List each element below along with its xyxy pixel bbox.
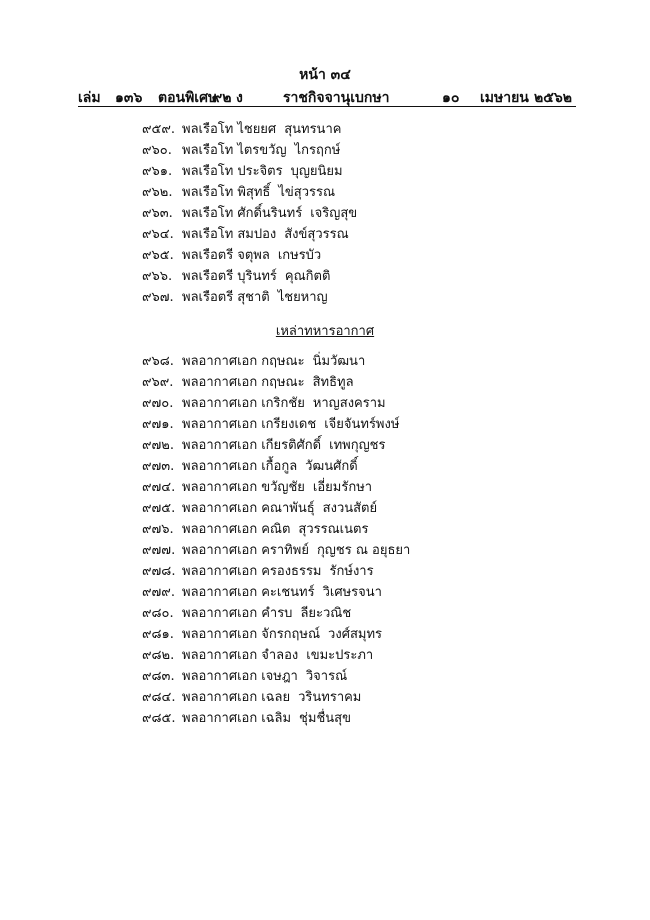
item-number: ๙๗๗.: [142, 543, 176, 558]
item-first-name: จักรกฤษณ์: [261, 627, 321, 642]
item-rank: พลเรือตรี: [182, 269, 234, 284]
item-rank: พลเรือโท: [182, 206, 234, 221]
volume-label: เล่ม: [78, 90, 101, 106]
item-last-name: นิ่มวัฒนา: [312, 354, 366, 369]
item-last-name: เอี่ยมรักษา: [312, 480, 373, 495]
list-item: [142, 561, 410, 582]
item-last-name: ลียะวณิช: [300, 606, 352, 621]
item-first-name: คราทิพย์: [261, 543, 309, 558]
list-item: [142, 161, 357, 182]
part-letter: ง: [236, 90, 243, 106]
item-number: ๙๖๗.: [142, 290, 174, 305]
item-first-name: เกียรติศักดิ์: [261, 438, 322, 453]
item-first-name: คะเชนทร์: [261, 585, 315, 600]
item-first-name: บุรินทร์: [237, 269, 277, 284]
item-last-name: สุวรรณเนตร: [298, 522, 369, 537]
list-item: [142, 119, 357, 140]
list-item: [142, 498, 410, 519]
item-rank: พลอากาศเอก: [182, 417, 258, 432]
list-item: [142, 203, 357, 224]
list-item: [142, 414, 410, 435]
item-last-name: เจียจันทร์พงษ์: [324, 417, 400, 432]
item-last-name: เขมะประภา: [306, 648, 374, 663]
list-item: [142, 540, 410, 561]
section-label: ตอนพิเศษ: [158, 90, 218, 106]
item-number: ๙๗๓.: [142, 459, 175, 474]
item-last-name: สิทธิทูล: [312, 375, 354, 390]
item-rank: พลเรือโท: [182, 122, 234, 137]
date-month: เมษายน: [480, 90, 529, 106]
item-last-name: ไข่สุวรรณ: [278, 185, 336, 200]
list-item: [142, 582, 410, 603]
item-number: ๙๗๒.: [142, 438, 174, 453]
item-last-name: วิจารณ์: [305, 669, 348, 684]
item-last-name: วรินทราคม: [298, 690, 362, 705]
item-first-name: เจษฎา: [261, 669, 298, 684]
item-first-name: เกรียงเดช: [261, 417, 317, 432]
list-item: [142, 372, 410, 393]
item-number: ๙๕๙.: [142, 122, 176, 137]
header-divider: [78, 106, 576, 107]
item-first-name: ศักดิ์นรินทร์: [237, 206, 303, 221]
item-last-name: ไกรฤกษ์: [294, 143, 341, 158]
list-item: [142, 456, 410, 477]
item-last-name: รักษ์งาร: [329, 564, 374, 579]
item-first-name: กฤษณะ: [261, 375, 305, 390]
item-rank: พลเรือโท: [182, 185, 234, 200]
item-number: ๙๘๕.: [142, 711, 176, 726]
item-number: ๙๘๔.: [142, 690, 176, 705]
item-rank: พลเรือตรี: [182, 290, 234, 305]
item-first-name: ครองธรรม: [261, 564, 322, 579]
item-last-name: วัฒนศักดิ์: [305, 459, 358, 474]
list-item: [142, 435, 410, 456]
item-number: ๙๘๑.: [142, 627, 174, 642]
item-rank: พลอากาศเอก: [182, 585, 258, 600]
item-last-name: วิเศษรจนา: [322, 585, 382, 600]
list-item: [142, 624, 410, 645]
list-item: [142, 687, 410, 708]
item-last-name: เทพกุญชร: [329, 438, 386, 453]
item-first-name: คณาพันธุ์: [261, 501, 315, 516]
item-number: ๙๖๙.: [142, 375, 174, 390]
item-last-name: หาญสงคราม: [312, 396, 386, 411]
list-item: [142, 603, 410, 624]
item-first-name: สุชาติ: [237, 290, 270, 305]
list-item: [142, 140, 357, 161]
item-number: ๙๘๐.: [142, 606, 174, 621]
item-first-name: เกื้อกูล: [261, 459, 298, 474]
item-rank: พลเรือโท: [182, 227, 234, 242]
item-rank: พลเรือโท: [182, 164, 234, 179]
item-rank: พลอากาศเอก: [182, 648, 258, 663]
list-item: [142, 245, 357, 266]
item-first-name: สมปอง: [237, 227, 277, 242]
item-number: ๙๖๘.: [142, 354, 174, 369]
item-rank: พลอากาศเอก: [182, 606, 258, 621]
volume-number: ๑๓๖: [115, 90, 143, 106]
item-number: ๙๗๖.: [142, 522, 174, 537]
list-item: [142, 393, 410, 414]
item-first-name: เกริกชัย: [261, 396, 305, 411]
item-number: ๙๗๙.: [142, 585, 175, 600]
list-item: [142, 224, 357, 245]
item-first-name: เฉลย: [261, 690, 291, 705]
item-rank: พลอากาศเอก: [182, 480, 258, 495]
item-last-name: ไชยหาญ: [277, 290, 328, 305]
section-number: ๙๒: [212, 90, 232, 106]
item-number: ๙๖๔.: [142, 227, 174, 242]
item-first-name: ไตรขวัญ: [237, 143, 287, 158]
item-rank: พลอากาศเอก: [182, 501, 258, 516]
item-last-name: สุนทรนาค: [284, 122, 342, 137]
list-item: [142, 287, 357, 308]
item-rank: พลเรือโท: [182, 143, 234, 158]
page-number: หน้า ๓๔: [299, 67, 351, 83]
item-rank: พลอากาศเอก: [182, 375, 258, 390]
navy-officer-list: [142, 119, 357, 308]
item-last-name: สงวนสัตย์: [322, 501, 378, 516]
gazette-title: ราชกิจจานุเบกษา: [283, 90, 390, 106]
air-force-officer-list: [142, 351, 410, 729]
item-number: ๙๖๒.: [142, 185, 173, 200]
item-first-name: คณิต: [261, 522, 291, 537]
item-rank: พลอากาศเอก: [182, 396, 258, 411]
item-number: ๙๗๕.: [142, 501, 176, 516]
list-item: [142, 477, 410, 498]
item-first-name: ไชยยศ: [237, 122, 277, 137]
item-last-name: ชุ่มชื่นสุข: [299, 711, 351, 726]
item-rank: พลอากาศเอก: [182, 522, 258, 537]
item-first-name: ประจิตร: [237, 164, 283, 179]
list-item: [142, 266, 357, 287]
list-item: [142, 182, 357, 203]
item-number: ๙๖๕.: [142, 248, 174, 263]
item-number: ๙๖๑.: [142, 164, 173, 179]
date-day: ๑๐: [442, 90, 460, 106]
item-last-name: บุญยนิยม: [290, 164, 343, 179]
item-first-name: เฉลิม: [261, 711, 292, 726]
item-last-name: คุณกิตติ: [284, 269, 331, 284]
item-first-name: คำรบ: [261, 606, 293, 621]
item-first-name: ขวัญชัย: [261, 480, 305, 495]
item-last-name: เจริญสุข: [310, 206, 358, 221]
item-rank: พลอากาศเอก: [182, 354, 258, 369]
list-item: [142, 645, 410, 666]
list-item: [142, 666, 410, 687]
gazette-header: [78, 87, 576, 107]
item-rank: พลอากาศเอก: [182, 438, 258, 453]
item-number: ๙๘๒.: [142, 648, 175, 663]
date-year: ๒๕๖๒: [534, 90, 572, 106]
item-number: ๙๘๓.: [142, 669, 175, 684]
item-last-name: กุญชร ณ อยุธยา: [316, 543, 411, 558]
list-item: [142, 708, 410, 729]
item-first-name: กฤษณะ: [261, 354, 305, 369]
item-last-name: สังข์สุวรรณ: [284, 227, 349, 242]
item-number: ๙๗๑.: [142, 417, 174, 432]
list-item: [142, 351, 410, 372]
item-rank: พลอากาศเอก: [182, 459, 258, 474]
item-rank: พลอากาศเอก: [182, 711, 258, 726]
item-first-name: จตุพล: [237, 248, 270, 263]
item-rank: พลอากาศเอก: [182, 627, 258, 642]
item-rank: พลเรือตรี: [182, 248, 234, 263]
item-number: ๙๗๔.: [142, 480, 176, 495]
item-rank: พลอากาศเอก: [182, 669, 258, 684]
item-last-name: วงศ์สมุทร: [328, 627, 383, 642]
item-rank: พลอากาศเอก: [182, 543, 258, 558]
item-number: ๙๖๖.: [142, 269, 173, 284]
item-first-name: จำลอง: [261, 648, 299, 663]
item-last-name: เกษรบัว: [277, 248, 322, 263]
air-force-heading: เหล่าทหารอากาศ: [275, 324, 375, 339]
item-rank: พลอากาศเอก: [182, 564, 258, 579]
item-first-name: พิสุทธิ์: [237, 185, 271, 200]
list-item: [142, 519, 410, 540]
item-number: ๙๖๓.: [142, 206, 173, 221]
item-number: ๙๗๘.: [142, 564, 176, 579]
item-rank: พลอากาศเอก: [182, 690, 258, 705]
item-number: ๙๖๐.: [142, 143, 172, 158]
item-number: ๙๗๐.: [142, 396, 174, 411]
